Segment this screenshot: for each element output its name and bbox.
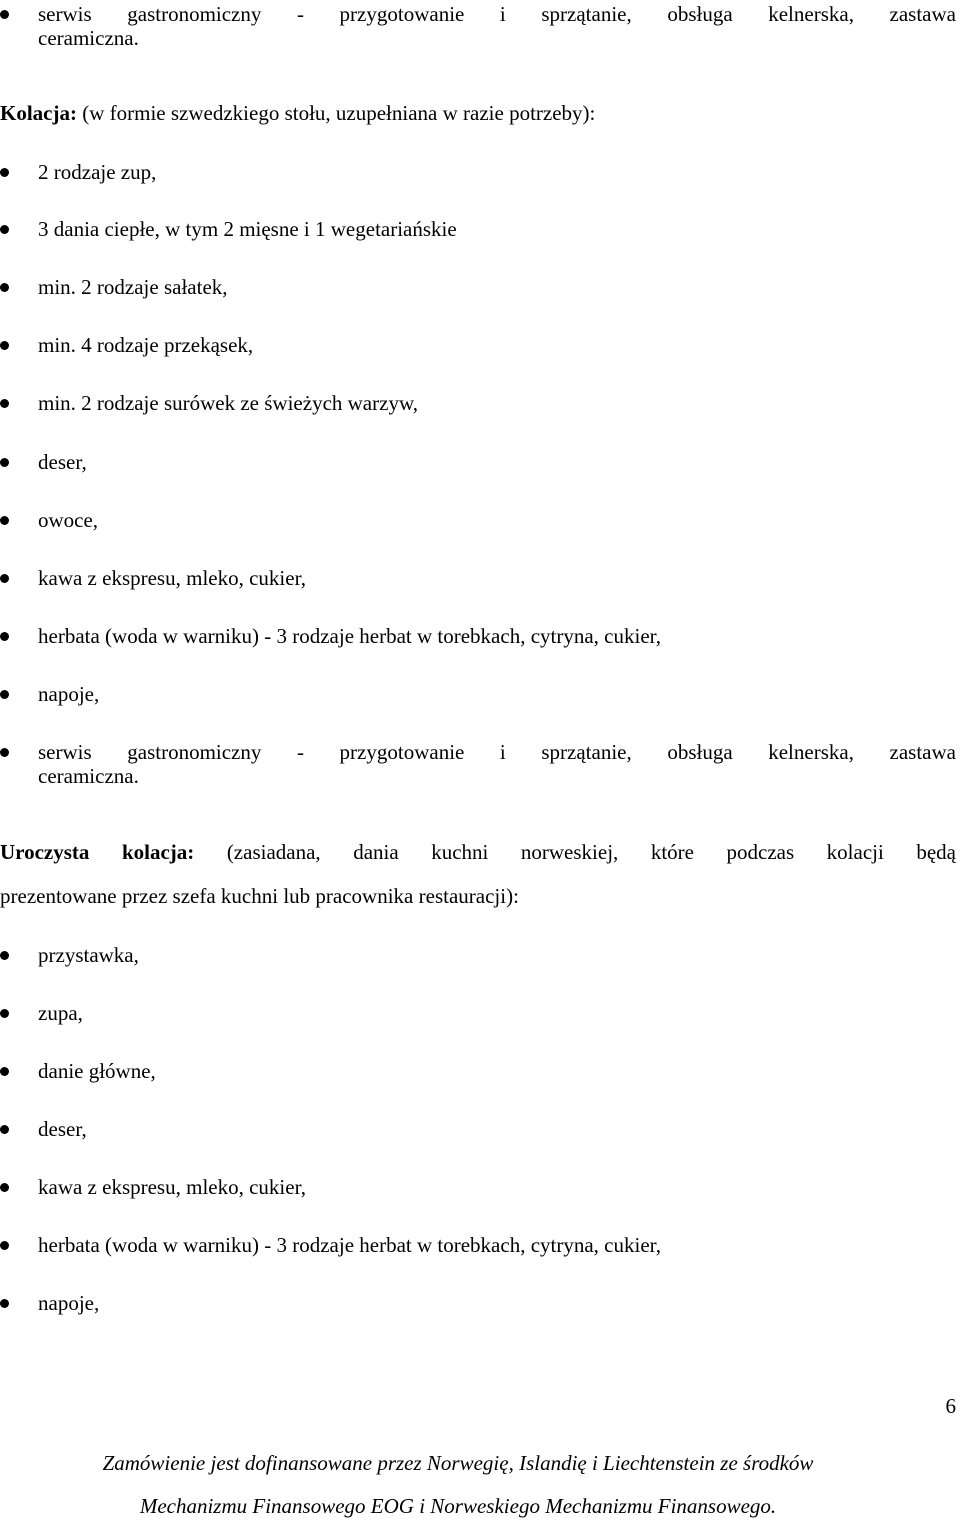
list-item bbox=[0, 1175, 956, 1199]
list-item bbox=[0, 624, 956, 648]
list-item-text: deser, bbox=[38, 1117, 87, 1141]
list-item bbox=[0, 566, 956, 590]
list-item bbox=[0, 943, 956, 967]
list-item-text: deser, bbox=[38, 450, 87, 474]
section-label: Kolacja: bbox=[0, 101, 77, 125]
list-item-text: serwis gastronomiczny - przygotowanie i sprzątanie, obsługa kelnerska, zastawa bbox=[38, 2, 956, 26]
list-item-text: min. 4 rodzaje przekąsek, bbox=[38, 333, 254, 357]
list-item-text: min. 2 rodzaje sałatek, bbox=[38, 275, 228, 299]
list-item bbox=[0, 1117, 956, 1141]
section-label: Uroczysta kolacja: bbox=[0, 840, 195, 864]
list-item bbox=[0, 217, 956, 241]
bullet-icon bbox=[0, 748, 9, 757]
list-item bbox=[0, 391, 956, 415]
bullet-icon bbox=[0, 1299, 9, 1308]
list-item-text: kawa z ekspresu, mleko, cukier, bbox=[38, 566, 306, 590]
list-item-text: przystawka, bbox=[38, 943, 139, 967]
list-item-text: danie główne, bbox=[38, 1059, 156, 1083]
list-item bbox=[0, 740, 956, 798]
list-item-text-continuation: ceramiczna. bbox=[38, 764, 139, 788]
bullet-icon bbox=[0, 283, 9, 292]
list-item-text: 3 dania ciepłe, w tym 2 mięsne i 1 wegetariańskie bbox=[38, 217, 457, 241]
list-item bbox=[0, 508, 956, 532]
bullet-icon bbox=[0, 341, 9, 350]
bullet-icon bbox=[0, 690, 9, 699]
list-item-text-continuation: ceramiczna. bbox=[38, 26, 139, 50]
page-number: 6 bbox=[945, 1394, 956, 1418]
list-item bbox=[0, 1059, 956, 1083]
bullet-icon bbox=[0, 1067, 9, 1076]
bullet-icon bbox=[0, 951, 9, 960]
list-item bbox=[0, 450, 956, 474]
list-item-text: serwis gastronomiczny - przygotowanie i sprzątanie, obsługa kelnerska, zastawa bbox=[38, 740, 956, 764]
section-description: (w formie szwedzkiego stołu, uzupełniana w razie potrzeby): bbox=[76, 101, 596, 125]
bullet-icon bbox=[0, 399, 9, 408]
list-item bbox=[0, 275, 956, 299]
list-item bbox=[0, 333, 956, 357]
section-heading-uroczysta-kolacja bbox=[0, 840, 956, 864]
list-item bbox=[0, 1001, 956, 1025]
list-item-text: kawa z ekspresu, mleko, cukier, bbox=[38, 1175, 306, 1199]
bullet-icon bbox=[0, 168, 9, 177]
list-item bbox=[0, 682, 956, 706]
list-item-text: min. 2 rodzaje surówek ze świeżych warzyw, bbox=[38, 391, 418, 415]
bullet-icon bbox=[0, 516, 9, 525]
list-item-text: owoce, bbox=[38, 508, 99, 532]
section-description-continuation: prezentowane przez szefa kuchni lub pracownika restauracji): bbox=[0, 884, 519, 908]
bullet-icon bbox=[0, 1125, 9, 1134]
section-heading-kolacja bbox=[0, 101, 956, 125]
bullet-icon bbox=[0, 225, 9, 234]
list-item-text: napoje, bbox=[38, 1291, 100, 1315]
list-item bbox=[0, 2, 956, 60]
bullet-icon bbox=[0, 632, 9, 641]
bullet-icon bbox=[0, 458, 9, 467]
list-item bbox=[0, 1291, 956, 1315]
list-item-text: napoje, bbox=[38, 682, 100, 706]
footer-line: Mechanizmu Finansowego EOG i Norweskiego Mechanizmu Finansowego. bbox=[139, 1494, 777, 1518]
bullet-icon bbox=[0, 1009, 9, 1018]
footer-line: Zamówienie jest dofinansowane przez Norwegię, Islandię i Liechtenstein ze środków bbox=[102, 1451, 814, 1475]
bullet-icon bbox=[0, 10, 9, 19]
list-item-text: 2 rodzaje zup, bbox=[38, 160, 157, 184]
list-item bbox=[0, 160, 956, 184]
list-item-text: herbata (woda w warniku) - 3 rodzaje herbat w torebkach, cytryna, cukier, bbox=[38, 624, 662, 648]
bullet-icon bbox=[0, 574, 9, 583]
list-item-text: zupa, bbox=[38, 1001, 83, 1025]
list-item-text: herbata (woda w warniku) - 3 rodzaje herbat w torebkach, cytryna, cukier, bbox=[38, 1233, 662, 1257]
list-item bbox=[0, 1233, 956, 1257]
bullet-icon bbox=[0, 1241, 9, 1250]
section-description: (zasiadana, dania kuchni norweskiej, które podczas kolacji będą bbox=[194, 840, 956, 864]
bullet-icon bbox=[0, 1183, 9, 1192]
